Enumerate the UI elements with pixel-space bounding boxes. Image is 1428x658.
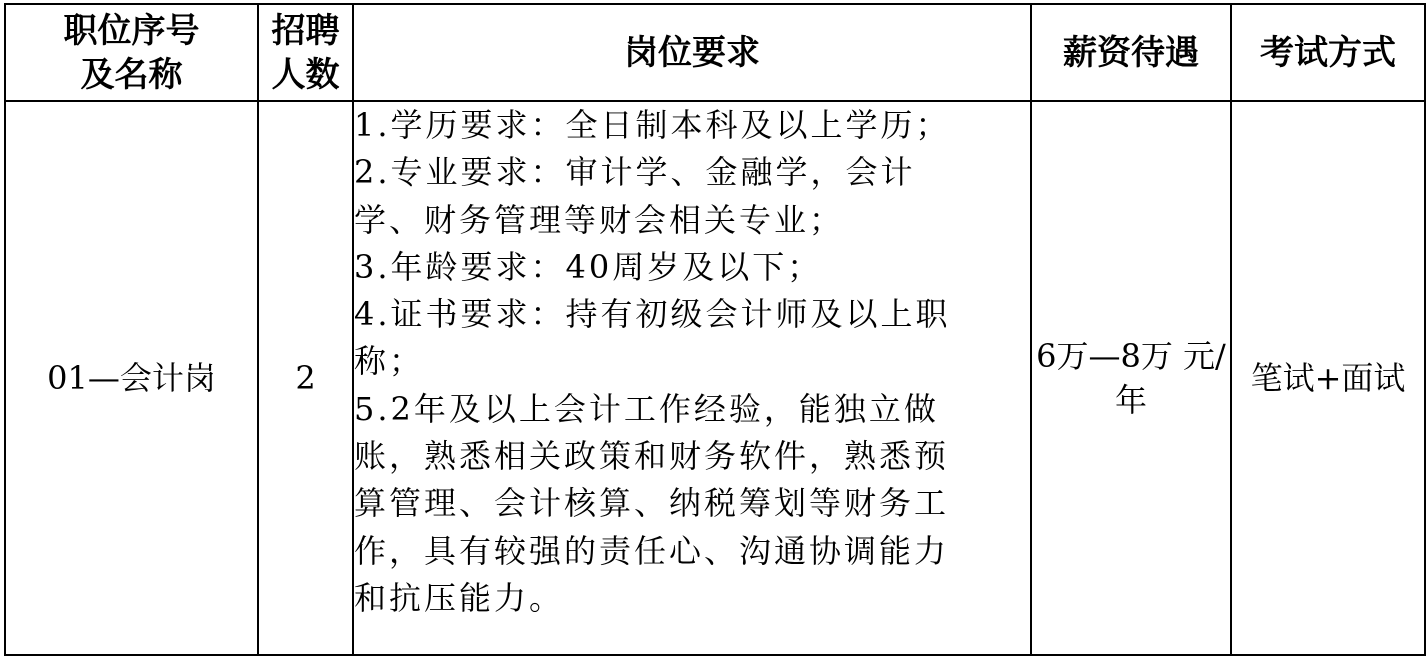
requirement-line: 作，具有较强的责任心、沟通协调能力 xyxy=(354,531,950,570)
header-row xyxy=(5,4,1425,101)
requirement-line: 和抗压能力。 xyxy=(354,578,565,617)
salary-line-2: 元/年 xyxy=(1114,337,1226,419)
header-headcount-line-1: 招聘 xyxy=(271,10,340,51)
header-position-line-2: 及名称 xyxy=(80,54,183,95)
requirement-line: 3.年龄要求：40周岁及以下； xyxy=(354,247,823,286)
header-position xyxy=(5,4,258,101)
header-headcount-line-2: 人数 xyxy=(271,54,340,95)
requirements-cell xyxy=(353,101,1031,655)
requirement-line: 学、财务管理等财会相关专业； xyxy=(354,200,845,239)
requirement-line: 1.学历要求：全日制本科及以上学历； xyxy=(354,106,951,144)
recruitment-table xyxy=(4,3,1426,656)
requirement-line: 称； xyxy=(354,342,425,381)
requirement-line: 2.专业要求：审计学、金融学，会计 xyxy=(354,153,916,192)
header-requirements: 岗位要求 xyxy=(353,4,1031,101)
headcount-cell: 2 xyxy=(258,101,353,655)
header-salary: 薪资待遇 xyxy=(1031,4,1231,101)
requirement-line: 5.2年及以上会计工作经验，能独立做 xyxy=(354,389,939,428)
requirement-line: 算管理、会计核算、纳税筹划等财务工 xyxy=(354,484,950,523)
salary-cell xyxy=(1031,101,1231,655)
requirement-line: 4.证书要求：持有初级会计师及以上职 xyxy=(354,295,951,334)
requirement-line: 账，熟悉相关政策和财务软件，熟悉预 xyxy=(354,437,950,476)
position-cell: 01—会计岗 xyxy=(5,101,258,655)
table-row xyxy=(5,101,1425,655)
salary-line-1: 6万—8万 xyxy=(1036,337,1173,375)
header-exam: 考试方式 xyxy=(1231,4,1425,101)
header-headcount xyxy=(258,4,353,101)
header-position-line-1: 职位序号 xyxy=(63,10,200,51)
exam-cell: 笔试+面试 xyxy=(1231,101,1425,655)
